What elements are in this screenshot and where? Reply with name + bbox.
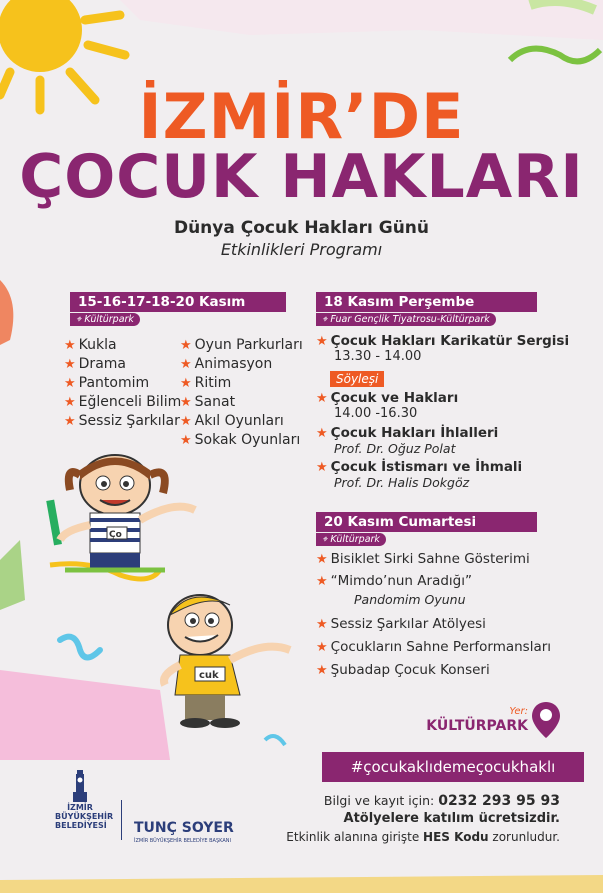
list-item: ★ Sokak Oyunları bbox=[180, 432, 301, 448]
list-item: ★ Sanat bbox=[180, 394, 236, 410]
boy-character-illustration bbox=[150, 585, 310, 730]
map-pin-icon bbox=[530, 700, 562, 740]
left-activity-list-2 bbox=[180, 336, 303, 450]
list-item: ★ Animasyon bbox=[180, 356, 273, 372]
phone-line bbox=[250, 793, 560, 809]
location-pin-icon: ⌖ bbox=[76, 314, 82, 325]
girl-character-illustration bbox=[45, 445, 205, 580]
star-icon: ★ bbox=[316, 640, 328, 655]
left-location-label: Kültürpark bbox=[84, 314, 134, 325]
day2-list bbox=[316, 550, 551, 680]
day1-talk3: ★ Çocuk İstismarı ve İhmali Prof. Dr. Halis Dokgöz bbox=[316, 459, 523, 490]
list-item: ★ “Mimdo’nun Aradığı” bbox=[316, 573, 472, 589]
day2-header: 20 Kasım Cumartesi bbox=[316, 512, 537, 532]
mayor-name: TUNÇ SOYER bbox=[134, 820, 234, 836]
star-icon: ★ bbox=[316, 391, 328, 406]
list-item: ★ Bisiklet Sirki Sahne Gösterimi bbox=[316, 551, 530, 567]
day1-header: 18 Kasım Perşembe bbox=[316, 292, 537, 312]
hes-notice: Etkinlik alanına girişte HES Kodu zorunludur. bbox=[286, 830, 560, 844]
list-item: ★ Şubadap Çocuk Konseri bbox=[316, 662, 490, 678]
star-icon: ★ bbox=[180, 414, 192, 429]
mayor-title: İZMİR BÜYÜKŞEHİR BELEDİYE BAŞKANI bbox=[134, 838, 231, 844]
left-activity-list-1 bbox=[64, 336, 181, 431]
star-icon: ★ bbox=[180, 338, 192, 353]
location-pin-icon: ⌖ bbox=[322, 534, 328, 545]
star-icon: ★ bbox=[316, 574, 328, 589]
list-item: ★ Pantomim bbox=[64, 375, 150, 391]
list-item: ★ Kukla bbox=[64, 337, 117, 353]
main-title-line2: ÇOCUK HAKLARI bbox=[19, 142, 584, 212]
star-icon: ★ bbox=[180, 376, 192, 391]
list-item: ★ Ritim bbox=[180, 375, 232, 391]
list-item: ★ Eğlenceli Bilim bbox=[64, 394, 182, 410]
hashtag-banner: #çocukaklıdemeçocukhaklı bbox=[322, 752, 584, 782]
star-icon: ★ bbox=[64, 338, 76, 353]
day1-talk1: ★ Çocuk ve Hakları 14.00 -16.30 bbox=[316, 390, 459, 421]
subtitle-line2: Etkinlikleri Programı bbox=[220, 240, 383, 259]
list-item: ★ Oyun Parkurları bbox=[180, 337, 303, 353]
main-title-line1: İZMİR’DE bbox=[138, 80, 465, 153]
day1-location-badge bbox=[316, 313, 496, 326]
star-icon: ★ bbox=[64, 357, 76, 372]
phone-number: 0232 293 95 93 bbox=[438, 793, 560, 809]
star-icon: ★ bbox=[316, 460, 328, 475]
list-item: ★ Drama bbox=[64, 356, 126, 372]
list-item: ★ Sessiz Şarkılar Atölyesi bbox=[316, 616, 486, 632]
star-icon: ★ bbox=[316, 617, 328, 632]
free-notice: Atölyelere katılım ücretsizdir. bbox=[343, 811, 560, 826]
izmir-logo-text: İZMİR BÜYÜKŞEHİR BELEDİYESİ bbox=[55, 803, 114, 830]
phone-label: Bilgi ve kayıt için: bbox=[323, 793, 435, 808]
soylesi-badge: Söyleşi bbox=[330, 371, 384, 387]
star-icon: ★ bbox=[180, 433, 192, 448]
star-icon: ★ bbox=[316, 663, 328, 678]
star-icon: ★ bbox=[180, 395, 192, 410]
star-icon: ★ bbox=[64, 395, 76, 410]
left-location-badge bbox=[70, 313, 140, 326]
day1-talk2: ★ Çocuk Hakları İhlalleri Prof. Dr. Oğuz Polat bbox=[316, 425, 499, 456]
subtitle-line1: Dünya Çocuk Hakları Günü bbox=[173, 218, 430, 238]
star-icon: ★ bbox=[64, 414, 76, 429]
girl-shirt-text: Ço bbox=[109, 530, 122, 540]
left-dates-header: 15-16-17-18-20 Kasım bbox=[70, 292, 286, 312]
star-icon: ★ bbox=[316, 426, 328, 441]
list-item: ★ Sessiz Şarkılar bbox=[64, 413, 180, 429]
list-item: ★ Akıl Oyunları bbox=[180, 413, 284, 429]
location-pin-icon: ⌖ bbox=[322, 314, 328, 325]
boy-shirt-text: cuk bbox=[199, 670, 219, 681]
star-icon: ★ bbox=[180, 357, 192, 372]
logo-divider bbox=[121, 800, 122, 840]
day1-event1: ★ Çocuk Hakları Karikatür Sergisi 13.30 - 14.00 bbox=[316, 333, 570, 364]
day2-location-badge bbox=[316, 533, 386, 546]
star-icon: ★ bbox=[64, 376, 76, 391]
day2-location-label: Kültürpark bbox=[330, 534, 380, 545]
list-item-sub: Pandomim Oyunu bbox=[354, 592, 466, 607]
venue-name: KÜLTÜRPARK bbox=[426, 718, 528, 734]
venue-label: Yer: bbox=[509, 706, 528, 717]
star-icon: ★ bbox=[316, 552, 328, 567]
list-item: ★ Çocukların Sahne Performansları bbox=[316, 639, 552, 655]
day1-location-label: Fuar Gençlik Tiyatrosu-Kültürpark bbox=[330, 314, 490, 325]
star-icon: ★ bbox=[316, 334, 328, 349]
clock-tower-icon bbox=[68, 770, 92, 802]
